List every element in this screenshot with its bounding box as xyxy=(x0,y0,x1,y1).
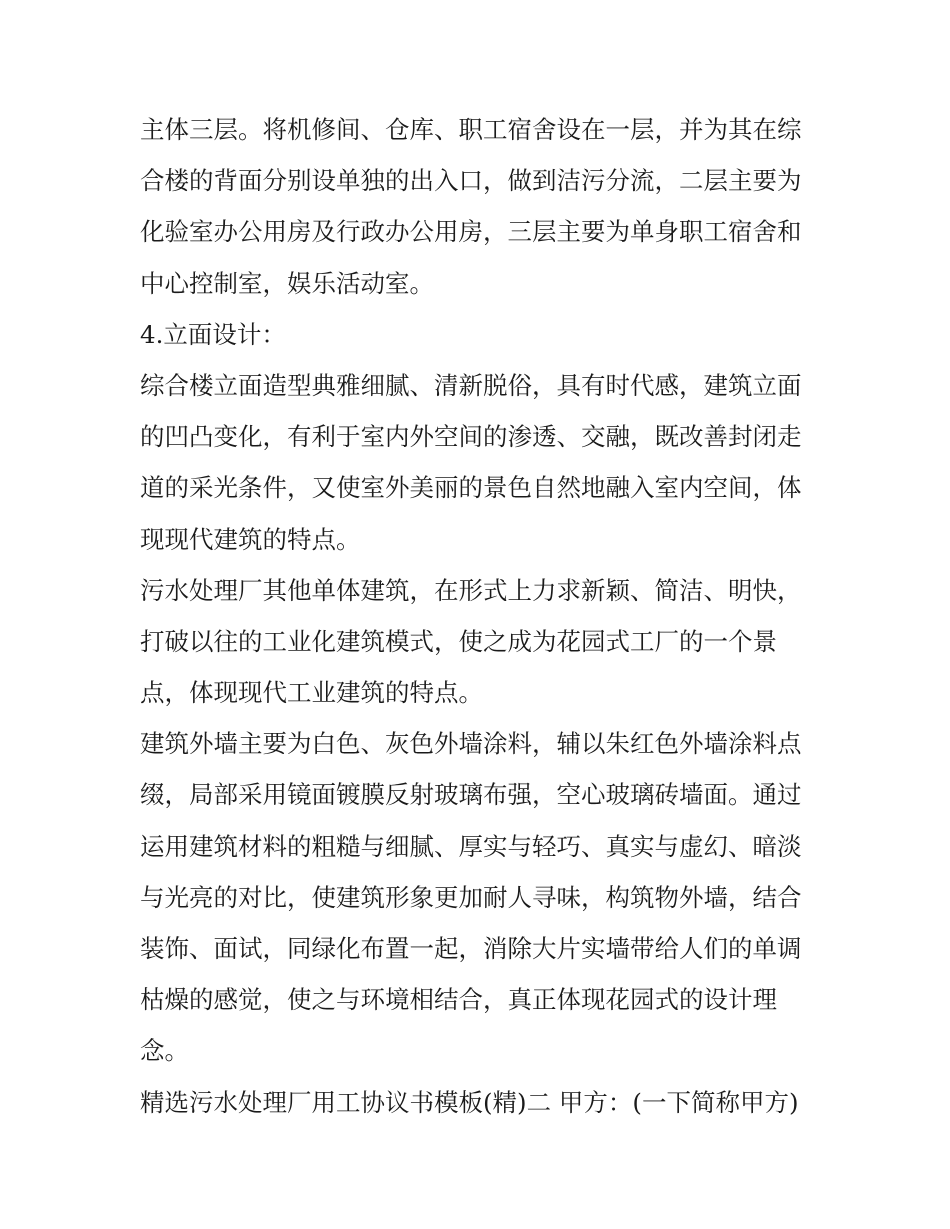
document-body xyxy=(140,104,820,1128)
text-line: 打破以往的工业化建筑模式，使之成为花园式工厂的一个景 xyxy=(140,626,777,656)
text-line: 与光亮的对比，使建筑形象更加耐人寻味，构筑物外墙，结合 xyxy=(140,882,802,912)
text-line: 装饰、面试，同绿化布置一起，消除大片实墙带给人们的单调 xyxy=(140,934,802,963)
text-line: 主体三层。将机修间、仓库、职工宿舍设在一层，并为其在综 xyxy=(140,115,802,144)
text-line: 综合楼立面造型典雅细腻、清新脱俗，具有时代感，建筑立面 xyxy=(140,370,802,400)
text-line: 点，体现现代工业建筑的特点。 xyxy=(140,678,483,708)
text-line: 污水处理厂其他单体建筑，在形式上力求新颖、简洁、明快， xyxy=(140,575,802,605)
text-line: 道的采光条件，又使室外美丽的景色自然地融入室内空间，体 xyxy=(140,473,802,503)
text-line: 念。 xyxy=(140,1036,189,1066)
text-line: 缀，局部采用镜面镀膜反射玻璃布强，空心玻璃砖墙面。通过 xyxy=(140,780,802,810)
text-line: 现现代建筑的特点。 xyxy=(140,524,361,554)
text-line: 枯燥的感觉，使之与环境相结合，真正体现花园式的设计理 xyxy=(140,985,777,1015)
text-line: 建筑外墙主要为白色、灰色外墙涂料，辅以朱红色外墙涂料点 xyxy=(140,729,802,759)
text-line: 的凹凸变化，有利于室内外空间的渗透、交融，既改善封闭走 xyxy=(140,422,802,452)
text-line: 合楼的背面分别设单独的出入口，做到洁污分流，二层主要为 xyxy=(140,166,802,196)
text-line: 运用建筑材料的粗糙与细腻、厚实与轻巧、真实与虚幻、暗淡 xyxy=(140,831,802,861)
section-heading: 4.立面设计： xyxy=(140,319,286,349)
text-line: 中心控制室，娱乐活动室。 xyxy=(140,268,434,298)
text-line: 化验室办公用房及行政办公用房，三层主要为单身职工宿舍和 xyxy=(140,217,802,247)
text-line: 精选污水处理厂用工协议书模板(精)二 甲方：(一下简称甲方) xyxy=(140,1087,799,1117)
